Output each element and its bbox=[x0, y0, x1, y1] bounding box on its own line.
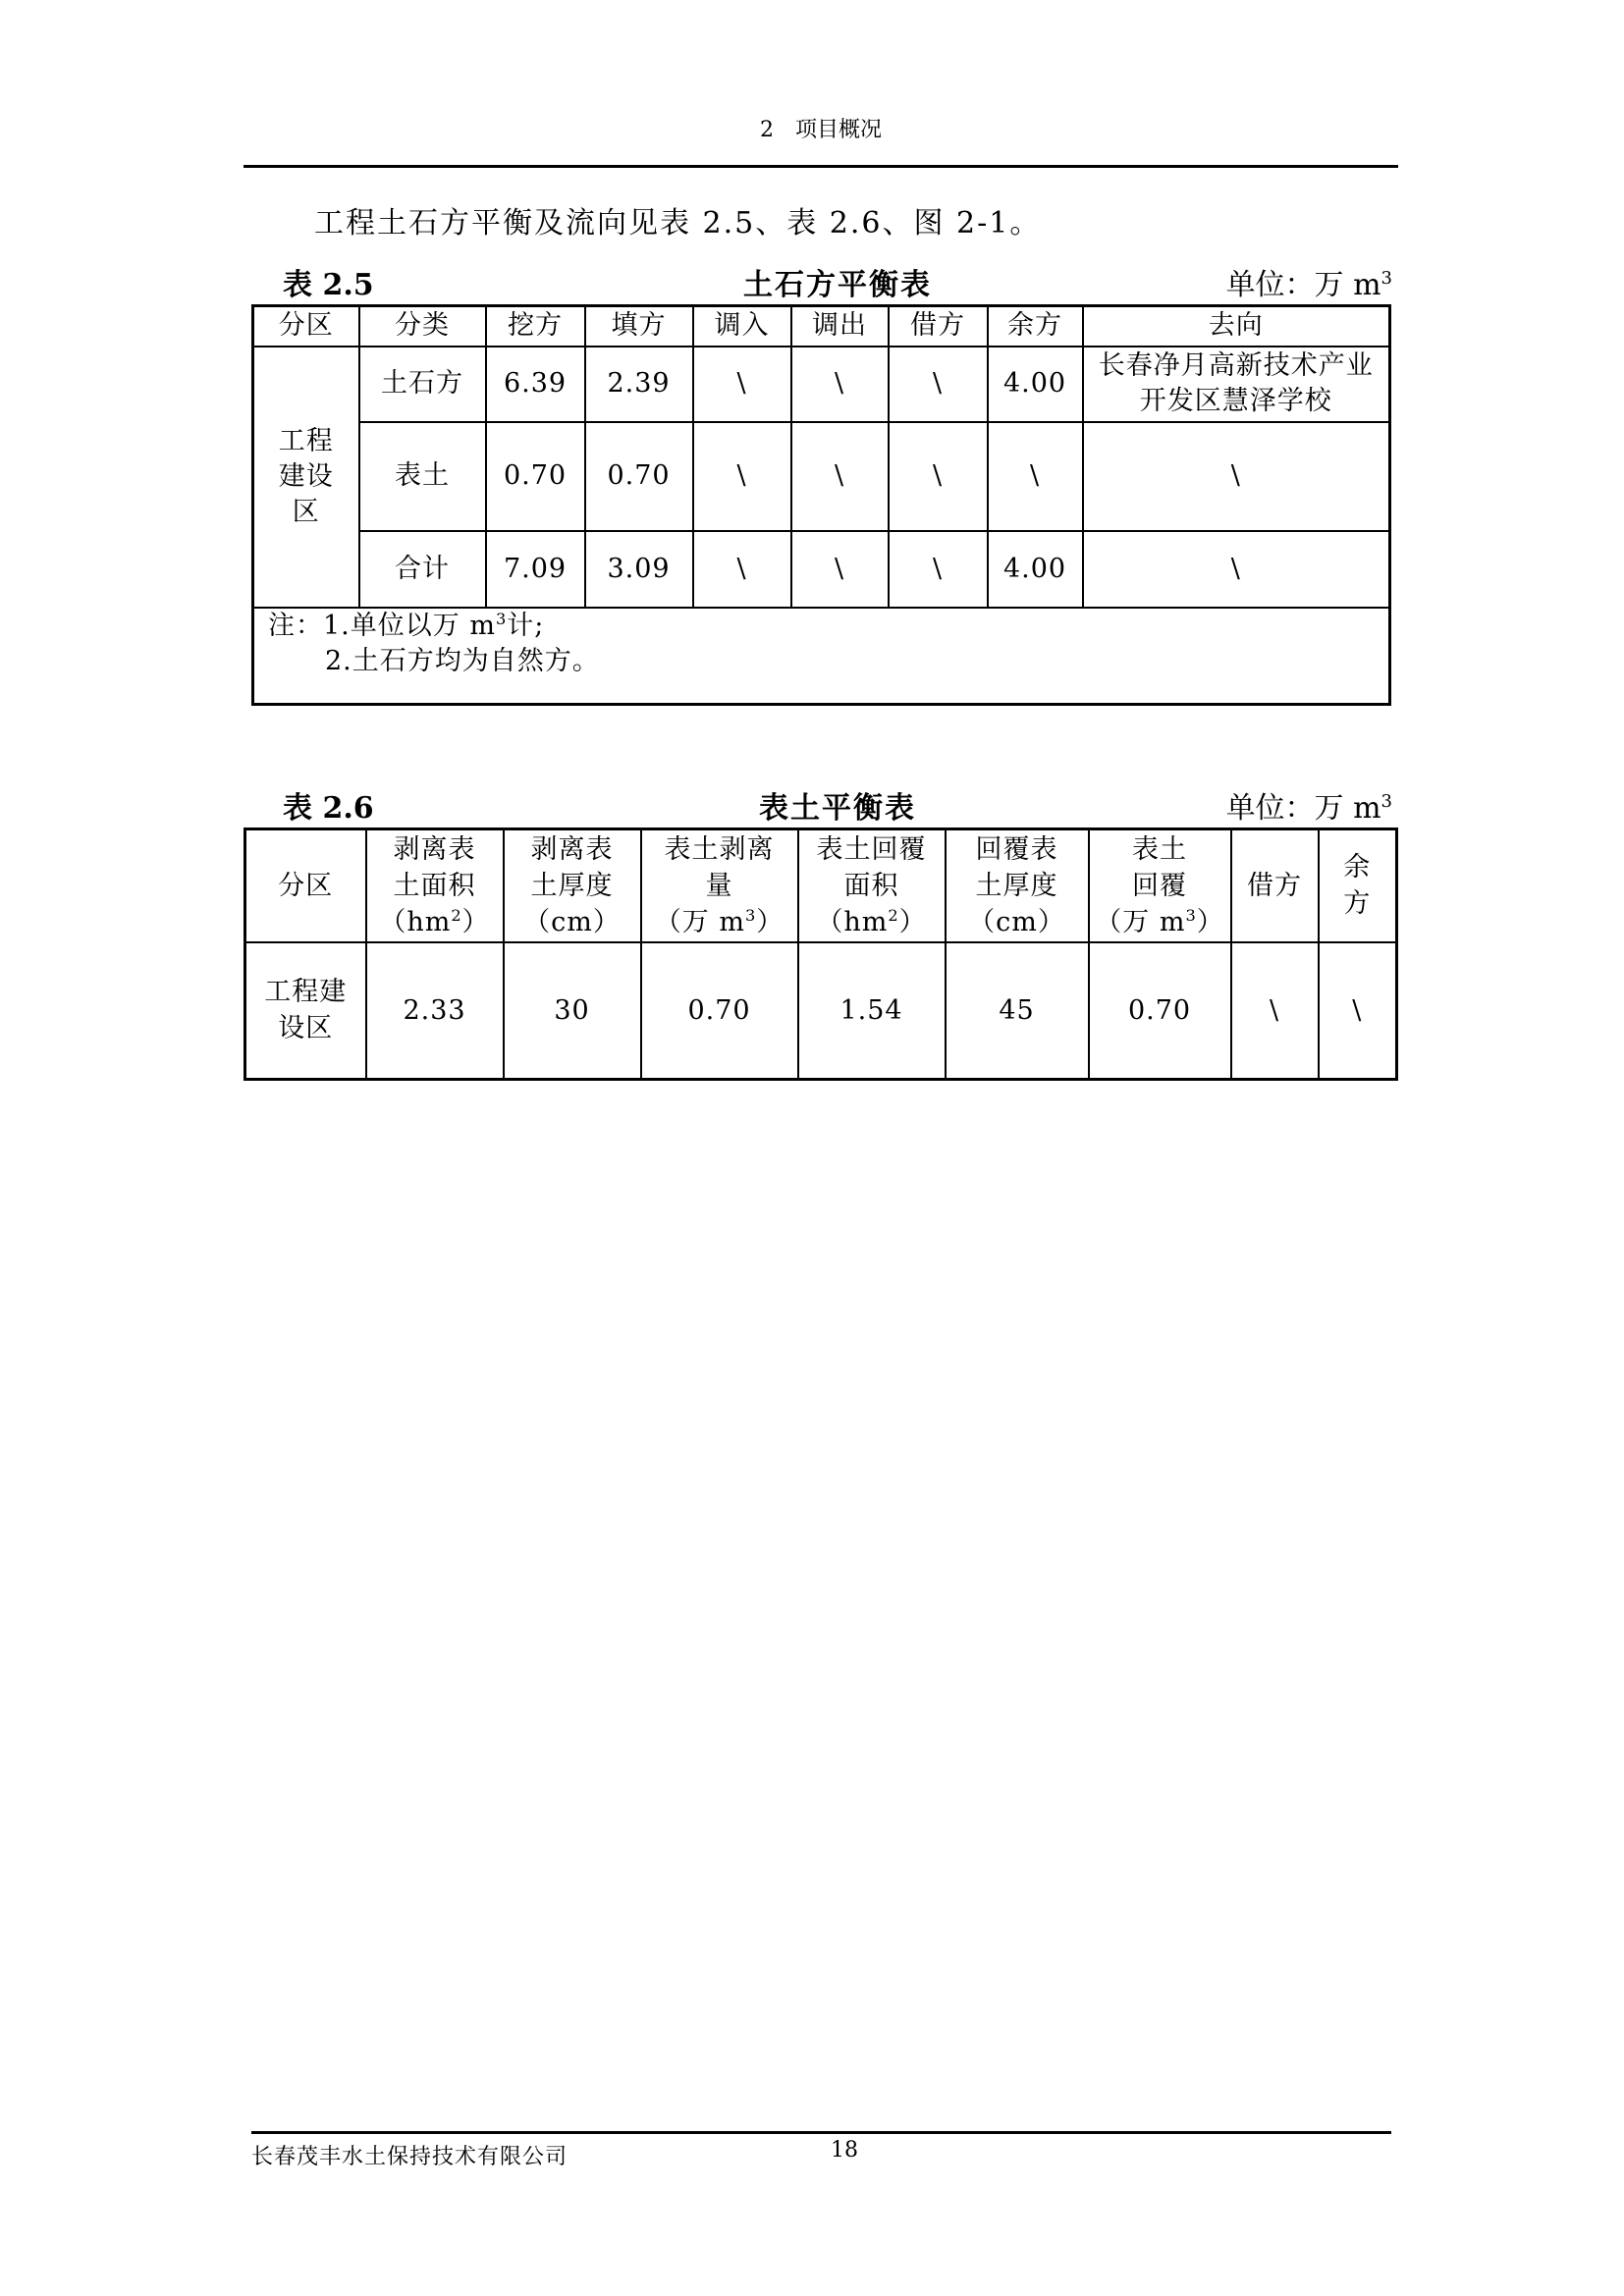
header-cell: 余方 bbox=[988, 306, 1083, 347]
cell: 45 bbox=[946, 942, 1089, 1080]
earthwork-balance-table bbox=[251, 304, 1391, 706]
page-header: 2 项目概况 bbox=[760, 118, 882, 142]
cell: \ bbox=[693, 422, 791, 531]
cell: 0.70 bbox=[1089, 942, 1231, 1080]
table-header-row bbox=[245, 829, 1397, 942]
footer-company: 长春茂丰水土保持技术有限公司 bbox=[251, 2145, 568, 2169]
header-cell: 表土回覆 面积 $(hm^2)$ bbox=[798, 829, 946, 942]
cell: 合计 bbox=[359, 531, 486, 608]
cell: \ bbox=[693, 531, 791, 608]
header-cell: 调出 bbox=[791, 306, 889, 347]
cell: 土石方 bbox=[359, 347, 486, 422]
table-row-total bbox=[253, 531, 1390, 608]
topsoil-balance-table bbox=[244, 828, 1398, 1081]
header-cell: 借方 bbox=[1231, 829, 1319, 942]
table-header-row bbox=[253, 306, 1390, 347]
header-cell: 剥离表 土厚度 （cm） bbox=[504, 829, 641, 942]
table-number: 表 2.6 bbox=[283, 791, 374, 826]
cell: 0.70 bbox=[486, 422, 585, 531]
header-cell: 调入 bbox=[693, 306, 791, 347]
cell: 2.33 bbox=[366, 942, 504, 1080]
zone-cell: 工程建设区 bbox=[253, 347, 359, 608]
cell: \ bbox=[889, 422, 988, 531]
header-cell: 表土剥离 量 （万 $m^3$） bbox=[641, 829, 798, 942]
table-unit: 单位：万 $m^3$ bbox=[1225, 791, 1392, 826]
table-row bbox=[253, 422, 1390, 531]
intro-paragraph: 工程土石方平衡及流向见表 2.5、表 2.6、图 2-1。 bbox=[314, 206, 1042, 240]
cell: \ bbox=[988, 422, 1083, 531]
header-cell: 去向 bbox=[1083, 306, 1390, 347]
table-title: 土石方平衡表 bbox=[743, 268, 932, 302]
cell: \ bbox=[1319, 942, 1397, 1080]
cell: 2.39 bbox=[585, 347, 693, 422]
header-cell: 表土 回覆 （万 $m^3$） bbox=[1089, 829, 1231, 942]
page-number: 18 bbox=[831, 2138, 858, 2163]
header-cell: 借方 bbox=[889, 306, 988, 347]
header-cell: 分区 bbox=[245, 829, 366, 942]
footer-rule bbox=[251, 2131, 1391, 2134]
cell: \ bbox=[791, 531, 889, 608]
cell: \ bbox=[889, 347, 988, 422]
cell: 30 bbox=[504, 942, 641, 1080]
cell: \ bbox=[889, 531, 988, 608]
cell: 0.70 bbox=[641, 942, 798, 1080]
header-cell: 填方 bbox=[585, 306, 693, 347]
table-title: 表土平衡表 bbox=[759, 791, 916, 826]
cell: 7.09 bbox=[486, 531, 585, 608]
zone-cell: 工程建设区 bbox=[245, 942, 366, 1080]
header-rule bbox=[244, 165, 1398, 168]
table-number: 表 2.5 bbox=[283, 268, 374, 302]
header-cell: 挖方 bbox=[486, 306, 585, 347]
header-cell: 回覆表 土厚度 （cm） bbox=[946, 829, 1089, 942]
cell: 1.54 bbox=[798, 942, 946, 1080]
destination-cell: 长春净月高新技术产业开发区慧泽学校 bbox=[1083, 347, 1390, 422]
cell: 表土 bbox=[359, 422, 486, 531]
table-note-row bbox=[253, 608, 1390, 705]
table-2-6-caption bbox=[283, 783, 1392, 826]
cell: \ bbox=[1231, 942, 1319, 1080]
note-line-1: 注：1.单位以万 $m^3$计; bbox=[268, 609, 545, 641]
header-cell: 余 方 bbox=[1319, 829, 1397, 942]
table-unit: 单位：万 $m^3$ bbox=[1225, 268, 1392, 302]
cell: 6.39 bbox=[486, 347, 585, 422]
cell: 0.70 bbox=[585, 422, 693, 531]
cell: 3.09 bbox=[585, 531, 693, 608]
note-line-2: 2.土石方均为自然方。 bbox=[325, 645, 600, 676]
table-note bbox=[253, 608, 1390, 705]
table-row bbox=[245, 942, 1397, 1080]
cell: 4.00 bbox=[988, 531, 1083, 608]
cell: 4.00 bbox=[988, 347, 1083, 422]
destination-cell: \ bbox=[1083, 531, 1390, 608]
table-row bbox=[253, 347, 1390, 422]
cell: \ bbox=[791, 422, 889, 531]
cell: \ bbox=[693, 347, 791, 422]
header-cell: 分区 bbox=[253, 306, 359, 347]
header-cell: 剥离表 土面积 $(hm^2)$ bbox=[366, 829, 504, 942]
cell: \ bbox=[791, 347, 889, 422]
table-2-5-caption bbox=[283, 260, 1392, 302]
header-cell: 分类 bbox=[359, 306, 486, 347]
destination-cell: \ bbox=[1083, 422, 1390, 531]
